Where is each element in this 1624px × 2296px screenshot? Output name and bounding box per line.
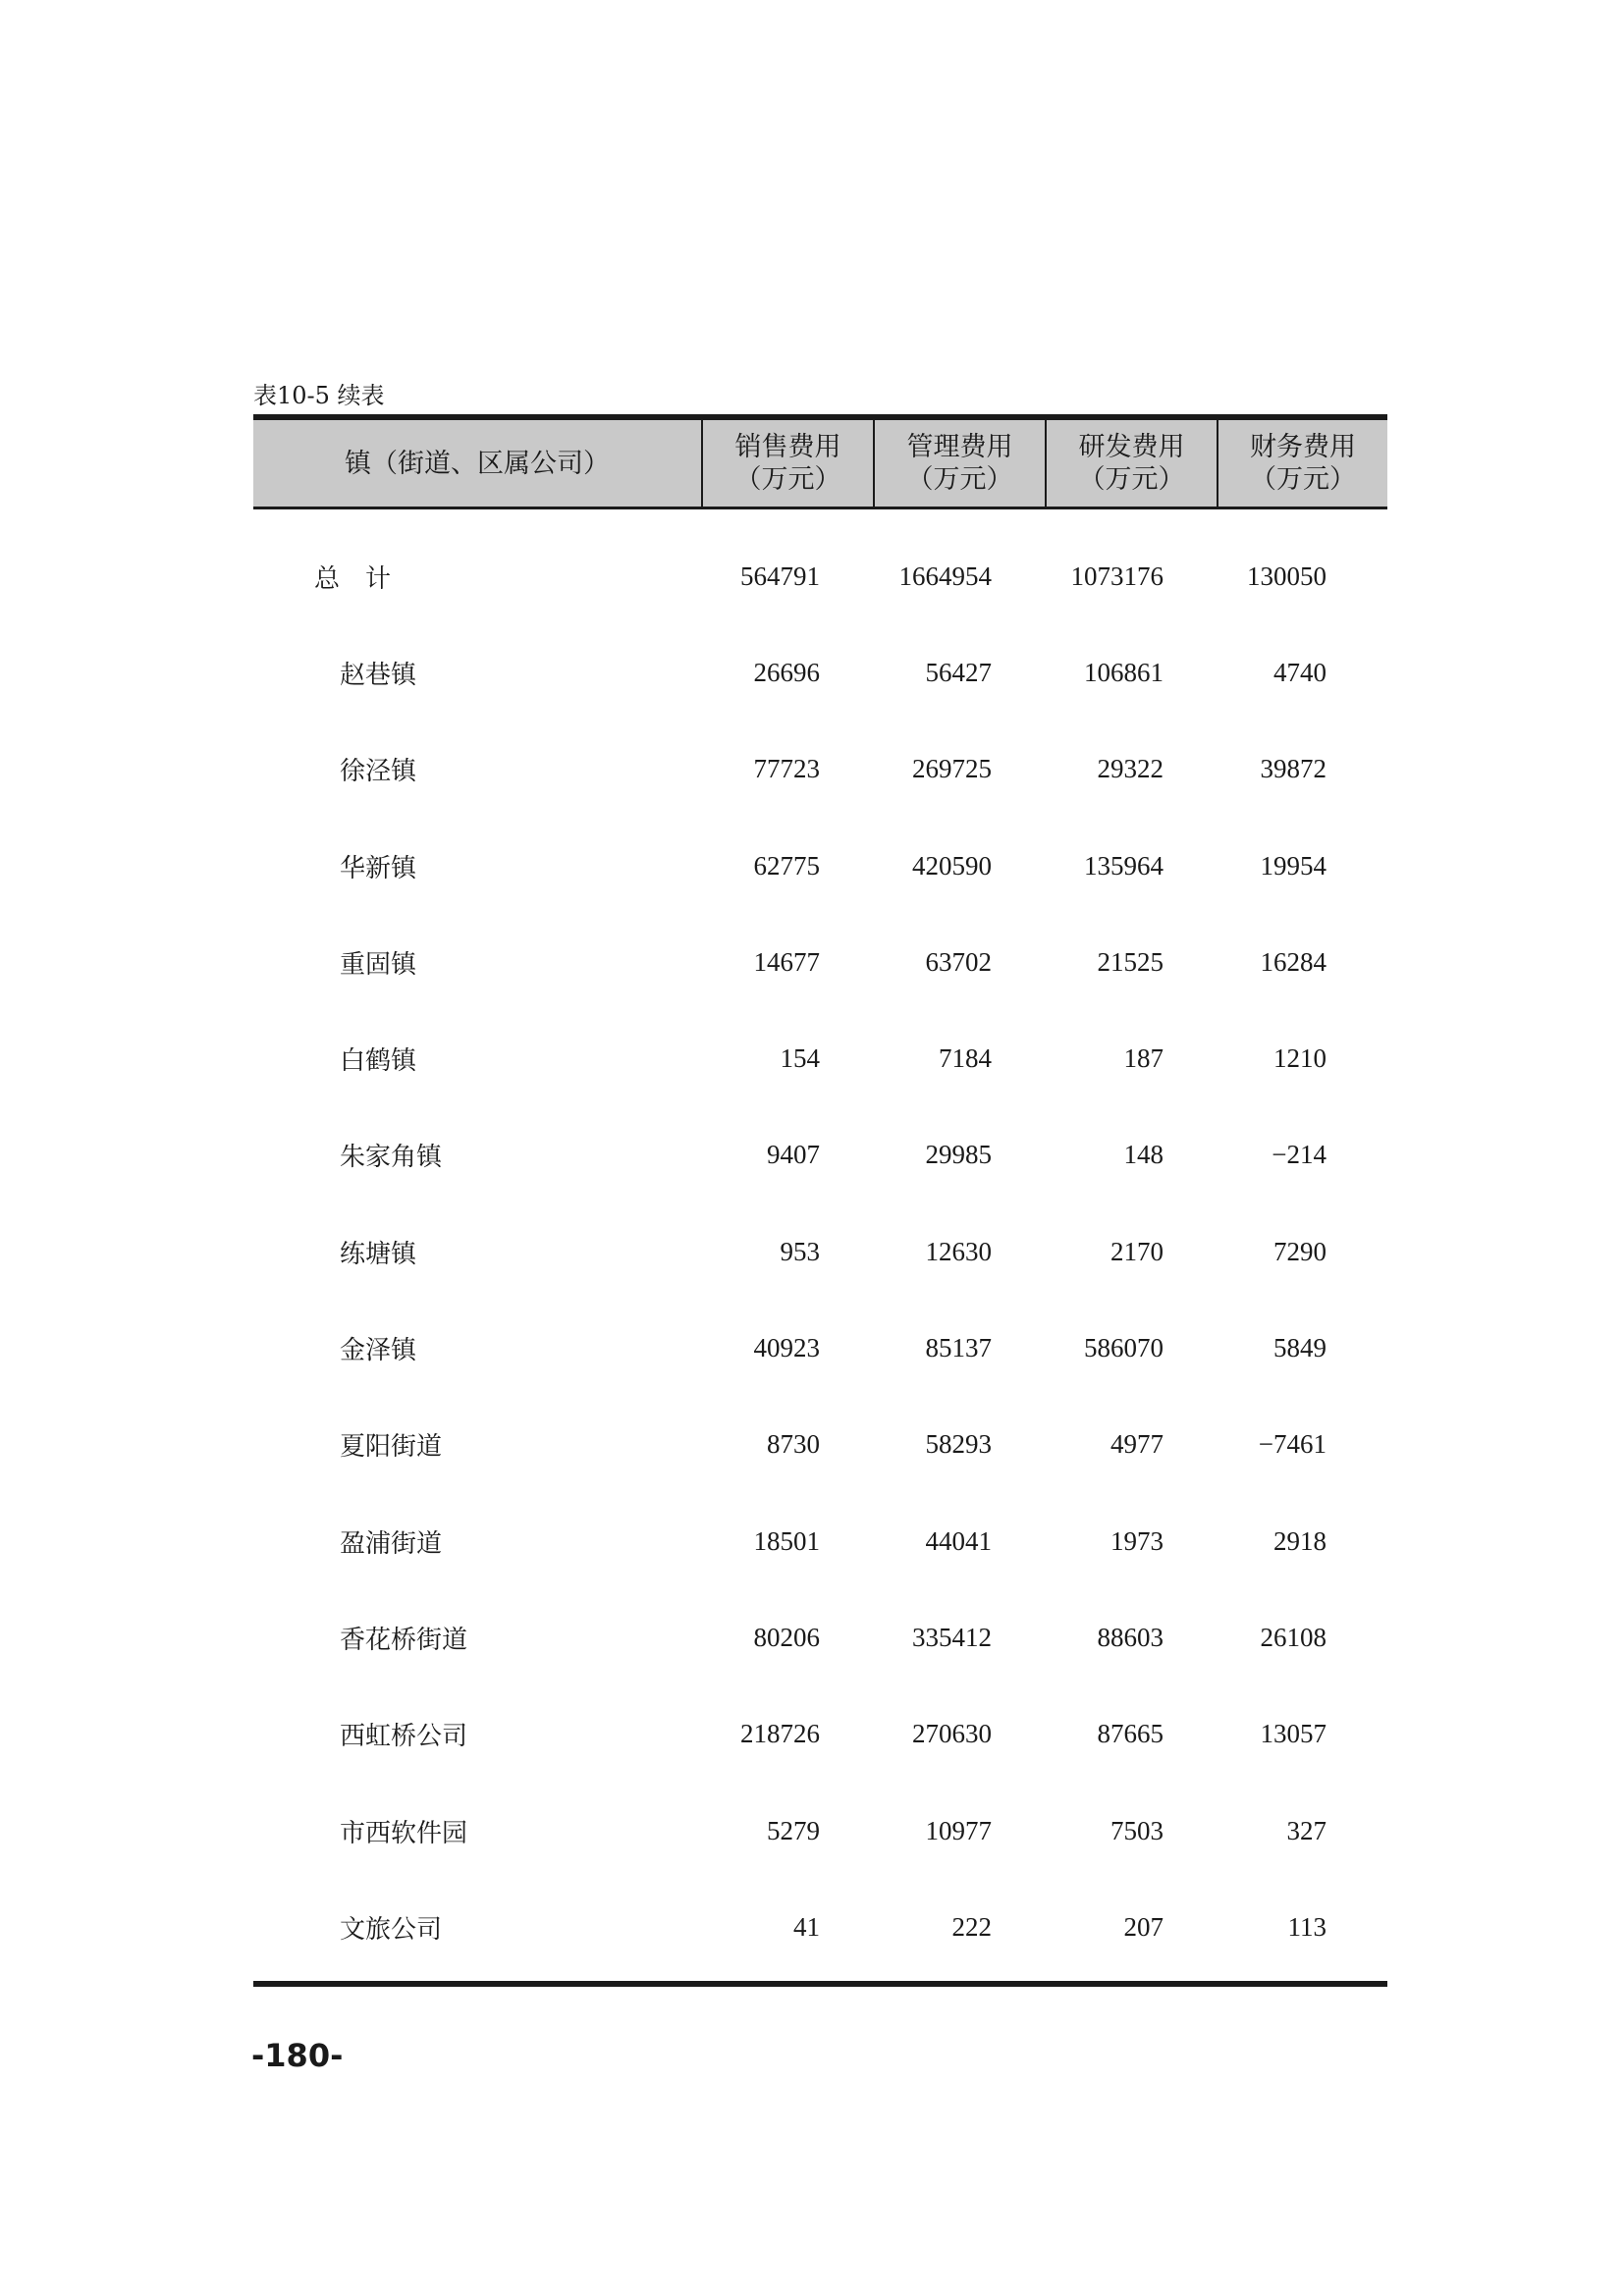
cell-admin: 10977: [925, 1815, 992, 1845]
cell-rd: 1973: [1110, 1525, 1164, 1556]
table-body: [253, 509, 1387, 1975]
header-rd-label: 研发费用: [1078, 432, 1185, 462]
cell-sales: 18501: [753, 1525, 820, 1556]
cell-admin: 7184: [939, 1043, 992, 1074]
header-admin-label: 管理费用: [906, 432, 1013, 462]
cell-admin: 1664954: [898, 561, 992, 591]
header-sales-unit: （万元）: [734, 464, 841, 495]
cell-finance: 39872: [1260, 754, 1326, 784]
table-row: [253, 914, 1387, 1010]
cell-rd: 2170: [1110, 1236, 1164, 1266]
cell-finance: 5849: [1273, 1333, 1326, 1363]
cell-rd: 148: [1123, 1140, 1164, 1170]
cell-sales: 9407: [767, 1140, 820, 1170]
cell-rd: 29322: [1097, 754, 1164, 784]
header-admin-expense: [873, 420, 1045, 507]
table-row: [253, 1397, 1387, 1493]
header-admin-unit: （万元）: [906, 464, 1013, 495]
header-finance-unit: （万元）: [1250, 464, 1356, 495]
row-name: 西虹桥公司: [340, 1722, 468, 1752]
cell-sales: 953: [780, 1236, 820, 1266]
cell-admin: 63702: [925, 946, 992, 977]
header-rd-unit: （万元）: [1078, 464, 1185, 495]
row-name: 夏阳街道: [340, 1432, 443, 1463]
cell-admin: 269725: [912, 754, 992, 784]
cell-finance: 16284: [1260, 946, 1326, 977]
cell-sales: 26696: [753, 657, 820, 687]
cell-finance: −7461: [1258, 1429, 1326, 1460]
cell-rd: 4977: [1110, 1429, 1164, 1460]
cell-rd: 135964: [1084, 850, 1164, 881]
cell-admin: 222: [951, 1911, 992, 1942]
cell-sales: 154: [780, 1043, 820, 1074]
cell-rd: 1073176: [1070, 561, 1164, 591]
row-name: 重固镇: [340, 949, 417, 980]
table-row: [253, 1493, 1387, 1589]
cell-finance: 7290: [1273, 1236, 1326, 1266]
cell-finance: 26108: [1260, 1622, 1326, 1652]
row-name: 白鹤镇: [340, 1046, 417, 1077]
header-finance-expense: [1217, 420, 1387, 507]
expense-table: [253, 414, 1387, 1987]
cell-finance: 113: [1287, 1911, 1326, 1942]
cell-rd: 21525: [1097, 946, 1164, 977]
table-bottom-rule: [253, 1981, 1387, 1987]
table-row: [253, 1879, 1387, 1975]
cell-finance: 13057: [1260, 1719, 1326, 1749]
cell-finance: −214: [1272, 1140, 1326, 1170]
cell-admin: 270630: [912, 1719, 992, 1749]
header-town-label: 镇（街道、区属公司）: [345, 448, 610, 479]
cell-rd: 87665: [1097, 1719, 1164, 1749]
cell-finance: 2918: [1273, 1525, 1326, 1556]
cell-sales: 62775: [753, 850, 820, 881]
row-name: 朱家角镇: [340, 1143, 443, 1173]
cell-admin: 44041: [925, 1525, 992, 1556]
row-name: 练塘镇: [340, 1239, 417, 1269]
cell-admin: 12630: [925, 1236, 992, 1266]
header-town: [253, 420, 701, 507]
cell-admin: 56427: [925, 657, 992, 687]
table-row-total: [253, 528, 1387, 624]
cell-finance: 1210: [1273, 1043, 1326, 1074]
cell-finance: 130050: [1247, 561, 1326, 591]
table-header: [253, 420, 1387, 509]
header-sales-label: 销售费用: [734, 432, 841, 462]
cell-sales: 8730: [767, 1429, 820, 1460]
table-row: [253, 1589, 1387, 1685]
cell-rd: 207: [1123, 1911, 1164, 1942]
cell-sales: 14677: [753, 946, 820, 977]
cell-admin: 58293: [925, 1429, 992, 1460]
table-row: [253, 1203, 1387, 1300]
table-row: [253, 1686, 1387, 1783]
cell-admin: 335412: [912, 1622, 992, 1652]
cell-sales: 80206: [753, 1622, 820, 1652]
table-row: [253, 1107, 1387, 1203]
row-name: 香花桥街道: [340, 1625, 468, 1655]
table-row: [253, 1010, 1387, 1106]
header-rd-expense: [1045, 420, 1217, 507]
cell-finance: 19954: [1260, 850, 1326, 881]
cell-admin: 420590: [912, 850, 992, 881]
row-name: 金泽镇: [340, 1336, 417, 1366]
page-number: -180-: [251, 2037, 344, 2074]
cell-sales: 41: [793, 1911, 820, 1942]
cell-rd: 88603: [1097, 1622, 1164, 1652]
cell-finance: 327: [1286, 1815, 1326, 1845]
cell-sales: 564791: [740, 561, 820, 591]
row-name: 徐泾镇: [340, 757, 417, 787]
row-name: 华新镇: [340, 853, 417, 883]
cell-rd: 586070: [1084, 1333, 1164, 1363]
cell-sales: 40923: [753, 1333, 820, 1363]
cell-admin: 29985: [925, 1140, 992, 1170]
table-row: [253, 1783, 1387, 1879]
cell-rd: 7503: [1110, 1815, 1164, 1845]
header-finance-label: 财务费用: [1250, 432, 1356, 462]
cell-admin: 85137: [925, 1333, 992, 1363]
cell-finance: 4740: [1273, 657, 1326, 687]
table-row: [253, 1300, 1387, 1396]
table-row: [253, 624, 1387, 721]
header-sales-expense: [701, 420, 873, 507]
cell-sales: 77723: [753, 754, 820, 784]
row-name: 盈浦街道: [340, 1528, 443, 1559]
cell-sales: 218726: [740, 1719, 820, 1749]
cell-sales: 5279: [767, 1815, 820, 1845]
table-row: [253, 721, 1387, 818]
cell-rd: 106861: [1084, 657, 1164, 687]
row-name: 赵巷镇: [340, 660, 417, 690]
table-caption: 表10-5 续表: [253, 382, 385, 409]
row-name: 文旅公司: [340, 1914, 443, 1945]
cell-rd: 187: [1123, 1043, 1164, 1074]
table-row: [253, 818, 1387, 914]
row-name: 市西软件园: [340, 1818, 468, 1848]
row-name: 总 计: [314, 563, 392, 594]
